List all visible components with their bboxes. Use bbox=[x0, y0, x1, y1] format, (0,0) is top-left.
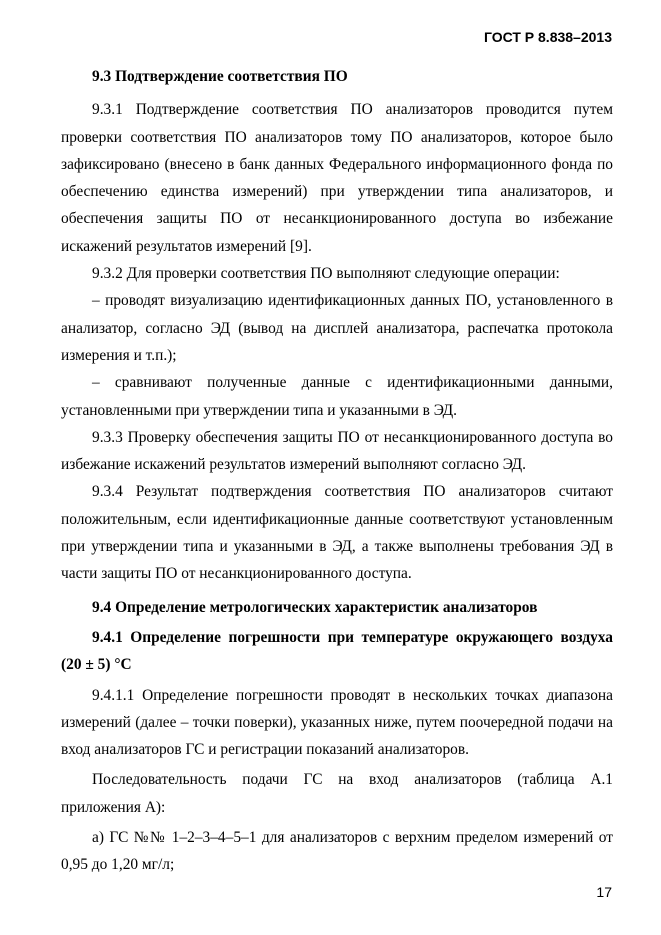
document-body bbox=[61, 57, 613, 879]
body-paragraph: 9.3.4 Результат подтверждения соответствия ПО анализаторов считают положительным, если идентификационные данные соответствуют установленным при утверждении типа и указанными в ЭД, а также выполнены требования ЭД в части защиты ПО от несанкционированного доступа. bbox=[61, 483, 613, 583]
section-heading: 9.4.1 Определение погрешности при температуре окружающего воздуха (20 ± 5) °С bbox=[61, 628, 613, 674]
body-paragraph: 9.3.1 Подтверждение соответствия ПО анализаторов проводится путем проверки соответствия ПО анализаторов тому ПО анализаторов, которое было зафиксировано (внесено в банк данных Федерального информационного фонда по обеспечению единства измерений) при утверждении типа анализаторов, и обеспечения защиты ПО от несанкционированного доступа во избежание искажений результатов измерений [9]. bbox=[61, 101, 613, 255]
body-paragraph: 9.3.3 Проверку обеспечения защиты ПО от несанкционированного доступа во избежание искажений результатов измерений выполняют согласно ЭД. bbox=[61, 428, 613, 474]
body-paragraph: – сравнивают полученные данные с идентификационными данными, установленными при утверждении типа и указанными в ЭД. bbox=[61, 374, 613, 419]
section-heading: 9.3 Подтверждение соответствия ПО bbox=[92, 68, 348, 85]
body-paragraph: 9.4.1.1 Определение погрешности проводят в нескольких точках диапазона измерений (далее – точки поверки), указанных ниже, путем поочередной подачи на вход анализаторов ГС и регистрации показаний анализаторов. bbox=[61, 686, 613, 759]
section-heading: 9.4 Определение метрологических характеристик анализаторов bbox=[92, 598, 538, 616]
body-paragraph: а) ГС №№ 1–2–3–4–5–1 для анализаторов с верхним пределом измерений от 0,95 до 1,20 мг/л; bbox=[61, 829, 613, 874]
body-paragraph: – проводят визуализацию идентификационных данных ПО, установленного в анализатор, согласно ЭД (вывод на дисплей анализатора, распечатка протокола измерения и т.п.); bbox=[61, 292, 613, 364]
body-paragraph: 9.3.2 Для проверки соответствия ПО выполняют следующие операции: bbox=[92, 265, 560, 283]
body-paragraph: Последовательность подачи ГС на вход анализаторов (таблица А.1 приложения А): bbox=[61, 771, 613, 816]
standard-header: ГОСТ Р 8.838–2013 bbox=[483, 29, 612, 45]
page-number: 17 bbox=[596, 884, 612, 900]
